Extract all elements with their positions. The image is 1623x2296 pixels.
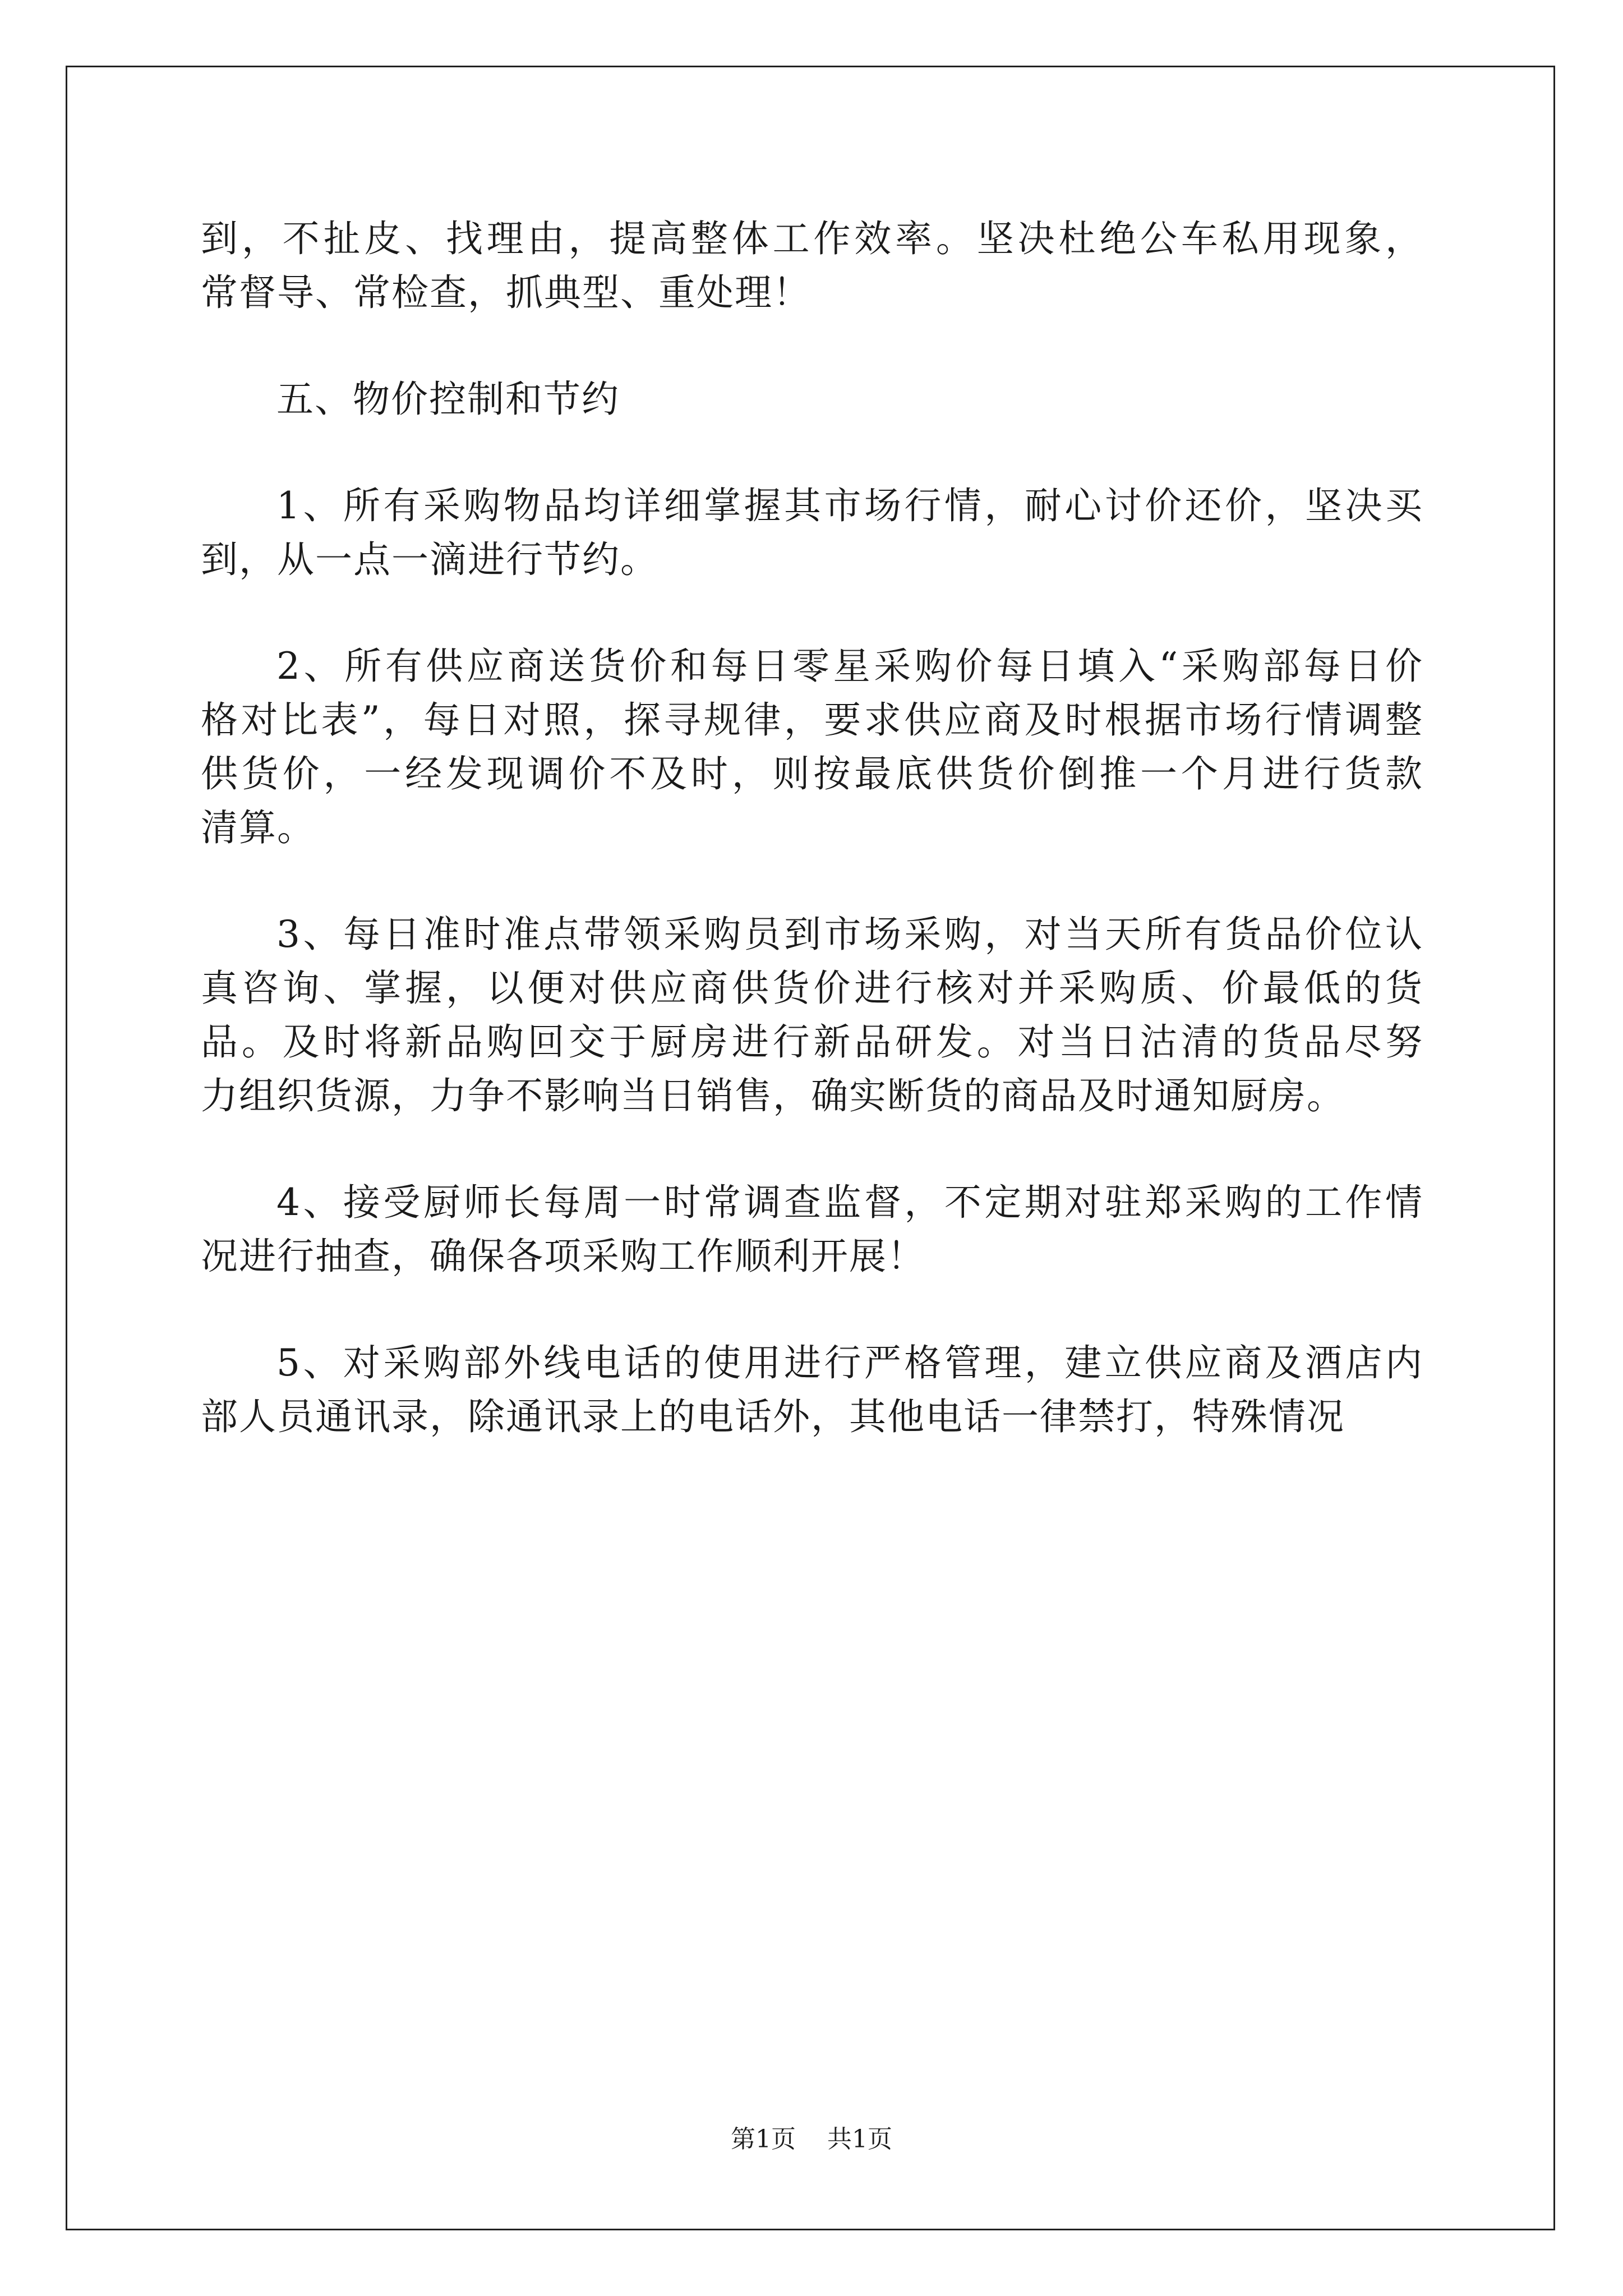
document-body bbox=[201, 212, 1423, 1444]
paragraph-gap bbox=[201, 320, 1423, 372]
text-line: 5、对采购部外线电话的使用进行严格管理，建立供应商及酒店内 bbox=[276, 1341, 1423, 1384]
paragraph-gap bbox=[201, 1283, 1423, 1336]
text-line: 到，不扯皮、找理由，提高整体工作效率。坚决杜绝公车私用现象， bbox=[201, 217, 1423, 260]
paragraph-item-1 bbox=[201, 479, 1423, 587]
paragraph-gap bbox=[201, 426, 1423, 479]
text-line: 3、每日准时准点带领采购员到市场采购，对当天所有货品价位认 bbox=[276, 913, 1423, 956]
text-line: 格对比表”，每日对照，探寻规律，要求供应商及时根据市场行情调整 bbox=[201, 698, 1423, 742]
paragraph-para-continuation bbox=[201, 212, 1423, 320]
text-line: 清算。 bbox=[201, 806, 315, 849]
text-line: 2、所有供应商送货价和每日零星采购价每日填入“采购部每日价 bbox=[276, 645, 1423, 688]
paragraph-item-5 bbox=[201, 1336, 1423, 1444]
text-line: 供货价，一经发现调价不及时，则按最底供货价倒推一个月进行货款 bbox=[201, 752, 1423, 795]
text-line: 部人员通讯录，除通讯录上的电话外，其他电话一律禁打，特殊情况 bbox=[201, 1395, 1345, 1438]
paragraph-item-3 bbox=[201, 908, 1423, 1123]
text-line: 品。及时将新品购回交于厨房进行新品研发。对当日沽清的货品尽努 bbox=[201, 1020, 1423, 1064]
paragraph-item-4 bbox=[201, 1176, 1423, 1283]
text-line: 4、接受厨师长每周一时常调查监督，不定期对驻郑采购的工作情 bbox=[276, 1181, 1423, 1224]
text-line: 常督导、常检查，抓典型、重处理！ bbox=[201, 271, 811, 314]
text-line: 况进行抽查，确保各项采购工作顺利开展！ bbox=[201, 1235, 925, 1278]
text-line: 五、物价控制和节约 bbox=[276, 378, 620, 421]
page-footer: 第1页 共1页 bbox=[731, 2125, 892, 2154]
paragraph-item-2 bbox=[201, 639, 1423, 855]
text-line: 力组织货源，力争不影响当日销售，确实断货的商品及时通知厨房。 bbox=[201, 1074, 1345, 1117]
text-line: 到，从一点一滴进行节约。 bbox=[201, 538, 658, 581]
text-line: 真咨询、掌握，以便对供应商供货价进行核对并采购质、价最低的货 bbox=[201, 967, 1423, 1010]
paragraph-gap bbox=[201, 587, 1423, 639]
paragraph-gap bbox=[201, 1123, 1423, 1176]
text-line: 1、所有采购物品均详细掌握其市场行情，耐心讨价还价，坚决买 bbox=[276, 484, 1423, 527]
paragraph-gap bbox=[201, 855, 1423, 908]
paragraph-section-heading bbox=[201, 372, 1423, 426]
